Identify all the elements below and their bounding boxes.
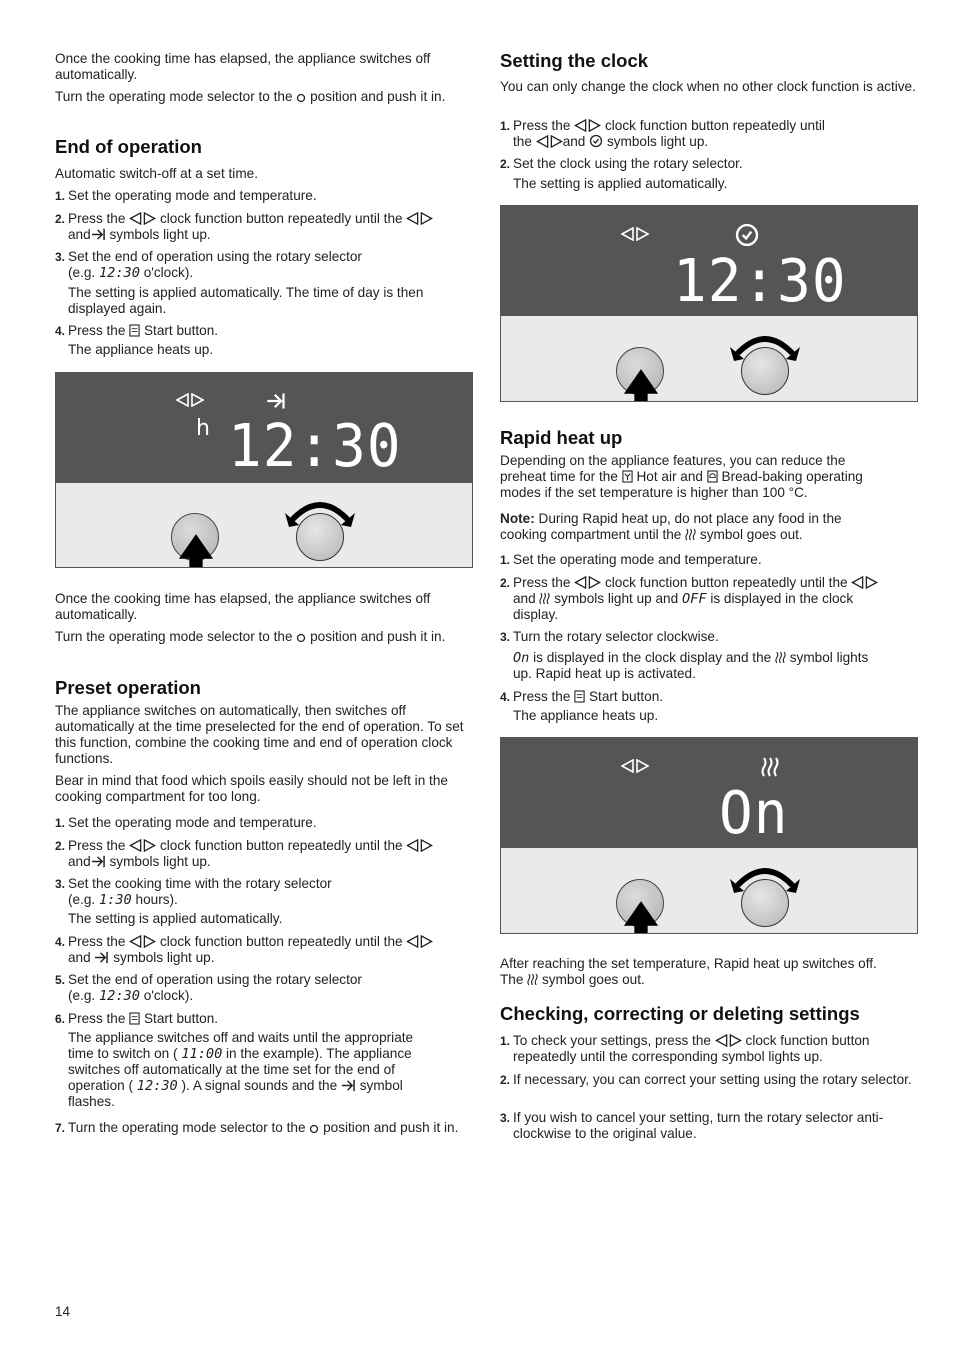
end-step-2: 2. Press the clock function button repeatedly until the and symbols light up. xyxy=(55,211,473,243)
control-panel-rapid-heat xyxy=(500,737,918,934)
preset-warning: Bear in mind that food which spoils easily should not be left in the cooking compartment for too long. xyxy=(55,773,448,804)
check-step-1: 1. To check your settings, press the clock function button repeatedly until the corresponding symbol lights up. xyxy=(500,1033,870,1064)
rapid-note: Note: During Rapid heat up, do not place any food in the cooking compartment until the symbol goes out. xyxy=(500,511,842,542)
bread-baking-icon xyxy=(707,470,718,483)
preset-step-5: 5. Set the end of operation using the rotary selector (e.g. 12:30 o'clock). xyxy=(55,972,362,1004)
rapid-heat-up-heading: Rapid heat up xyxy=(500,427,623,448)
after-instruction: Turn the operating mode selector to the position and push it in. xyxy=(55,629,446,644)
after-rapid-text: After reaching the set temperature, Rapid heat up switches off. The symbol goes out. xyxy=(500,956,877,987)
end-of-operation-heading: End of operation xyxy=(55,136,202,157)
end-step-1: 1. Set the operating mode and temperature. xyxy=(55,188,317,203)
end-step-4: 4. Press the Start button. xyxy=(55,323,219,338)
preset-step-1: 1. Set the operating mode and temperature. xyxy=(55,815,317,830)
preset-step-3: 3. Set the cooking time with the rotary selector (e.g. 1:30 hours). xyxy=(55,876,332,908)
preset-step-6: 6. Press the Start button. xyxy=(55,1011,219,1026)
rotate-arrow-icon xyxy=(729,857,801,893)
clock-step-2: 2. Set the clock using the rotary selector. xyxy=(500,156,743,171)
rapid-heat-icon xyxy=(539,592,550,605)
clock-function-icon xyxy=(851,576,878,589)
rapid-step-4: 4. Press the Start button. xyxy=(500,689,664,704)
clock-description: You can only change the clock when no other clock function is active. xyxy=(500,79,916,94)
control-panel-end-of-operation xyxy=(55,372,473,568)
rapid-heat-icon xyxy=(775,651,786,664)
start-icon xyxy=(129,1012,140,1025)
clock-function-icon xyxy=(536,135,563,148)
end-of-operation-icon xyxy=(91,855,106,868)
clock-function-icon xyxy=(621,759,649,773)
clock-function-icon xyxy=(406,212,433,225)
press-arrow-icon xyxy=(177,533,215,568)
rapid-heat-icon xyxy=(527,973,538,986)
press-arrow-icon xyxy=(622,900,660,934)
setting-the-clock-heading: Setting the clock xyxy=(500,50,649,71)
rotate-arrow-icon xyxy=(729,325,801,361)
preset-description: The appliance switches on automatically, then switches off automatically at the time preselected for the end of operation. To set this function, combine the cooking time and end of operation clock functions. xyxy=(55,703,464,766)
display-screen xyxy=(501,206,917,316)
display-screen xyxy=(501,738,917,848)
rapid-step-3-note: On is displayed in the clock display and the symbol lights up. Rapid heat up is activated. xyxy=(513,650,869,681)
end-step-3: 3. Set the end of operation using the rotary selector (e.g. 12:30 o'clock). xyxy=(55,249,362,281)
preset-step-4: 4. Press the clock function button repeatedly until the and symbols light up. xyxy=(55,934,473,966)
clock-function-icon xyxy=(574,576,601,589)
check-step-2: 2. If necessary, you can correct your setting using the rotary selector. xyxy=(500,1072,912,1087)
press-arrow-icon xyxy=(622,368,660,402)
clock-step-2-note: The setting is applied automatically. xyxy=(513,176,728,191)
clock-display-digits: 12:30 xyxy=(228,412,402,481)
intro-text: Once the cooking time has elapsed, the appliance switches off automatically. xyxy=(55,51,431,82)
clock-function-icon xyxy=(574,119,601,132)
off-position-icon xyxy=(296,633,306,643)
clock-function-icon xyxy=(129,212,156,225)
end-of-operation-icon xyxy=(266,392,286,410)
end-of-operation-icon xyxy=(91,228,106,241)
rapid-step-1: 1. Set the operating mode and temperature. xyxy=(500,552,762,567)
rapid-step-2: 2. Press the clock function button repeatedly until the and symbols light up and OFF is displayed in the clock display. xyxy=(500,575,918,623)
start-icon xyxy=(129,324,140,337)
rapid-step-3: 3. Turn the rotary selector clockwise. xyxy=(500,629,719,644)
checking-settings-heading: Checking, correcting or deleting settings xyxy=(500,1003,860,1024)
clock-function-icon xyxy=(406,839,433,852)
time-of-day-icon xyxy=(589,134,603,148)
rotate-arrow-icon xyxy=(284,491,356,527)
preset-operation-heading: Preset operation xyxy=(55,677,201,698)
clock-function-icon xyxy=(129,935,156,948)
end-of-operation-icon xyxy=(94,951,109,964)
preset-step-2: 2. Press the clock function button repeatedly until the and symbols light up. xyxy=(55,838,473,870)
end-subtitle: Automatic switch-off at a set time. xyxy=(55,166,258,181)
end-step-4-note: The appliance heats up. xyxy=(68,342,214,357)
rapid-heat-icon xyxy=(685,528,696,541)
time-of-day-icon xyxy=(735,223,759,247)
start-icon xyxy=(574,690,585,703)
rapid-description: Depending on the appliance features, you can reduce the preheat time for the Hot air and Bread-baking operating modes if the set temperature is higher than 100 °C. xyxy=(500,453,863,500)
off-position-icon xyxy=(309,1124,319,1134)
clock-step-1: 1. Press the clock function button repeatedly until the and symbols light up. xyxy=(500,118,825,149)
end-of-operation-icon xyxy=(341,1079,356,1092)
display-screen xyxy=(56,373,472,483)
clock-function-icon xyxy=(176,393,204,407)
after-text: Once the cooking time has elapsed, the appliance switches off automatically. xyxy=(55,591,431,622)
intro-instruction: Turn the operating mode selector to the position and push it in. xyxy=(55,89,446,104)
off-position-icon xyxy=(296,93,306,103)
page-number: 14 xyxy=(55,1304,71,1319)
clock-function-icon xyxy=(129,839,156,852)
control-panel-clock xyxy=(500,205,918,402)
clock-display-digits: 12:30 xyxy=(673,247,847,316)
preset-step-7: 7. Turn the operating mode selector to the position and push it in. xyxy=(55,1120,459,1135)
rapid-heat-icon xyxy=(761,756,779,778)
preset-step-3-note: The setting is applied automatically. xyxy=(68,911,283,926)
clock-function-icon xyxy=(715,1034,742,1047)
rapid-step-4-note: The appliance heats up. xyxy=(513,708,659,723)
clock-function-icon xyxy=(621,227,649,241)
clock-display-digits: On xyxy=(719,779,789,848)
preset-step-6-note: The appliance switches off and waits until the appropriate time to switch on ( 11:00 in the example). The appliance switches off automatically at the time set for the end of operation ( 12:30 ). A signal sounds and the symbol flashes. xyxy=(68,1030,414,1109)
hot-air-icon xyxy=(622,470,633,483)
check-step-3: 3. If you wish to cancel your setting, turn the rotary selector anti-clockwise to the original value. xyxy=(500,1110,884,1141)
clock-function-icon xyxy=(406,935,433,948)
hours-indicator: h xyxy=(196,416,210,441)
end-step-3-note: The setting is applied automatically. The time of day is then displayed again. xyxy=(68,285,424,316)
